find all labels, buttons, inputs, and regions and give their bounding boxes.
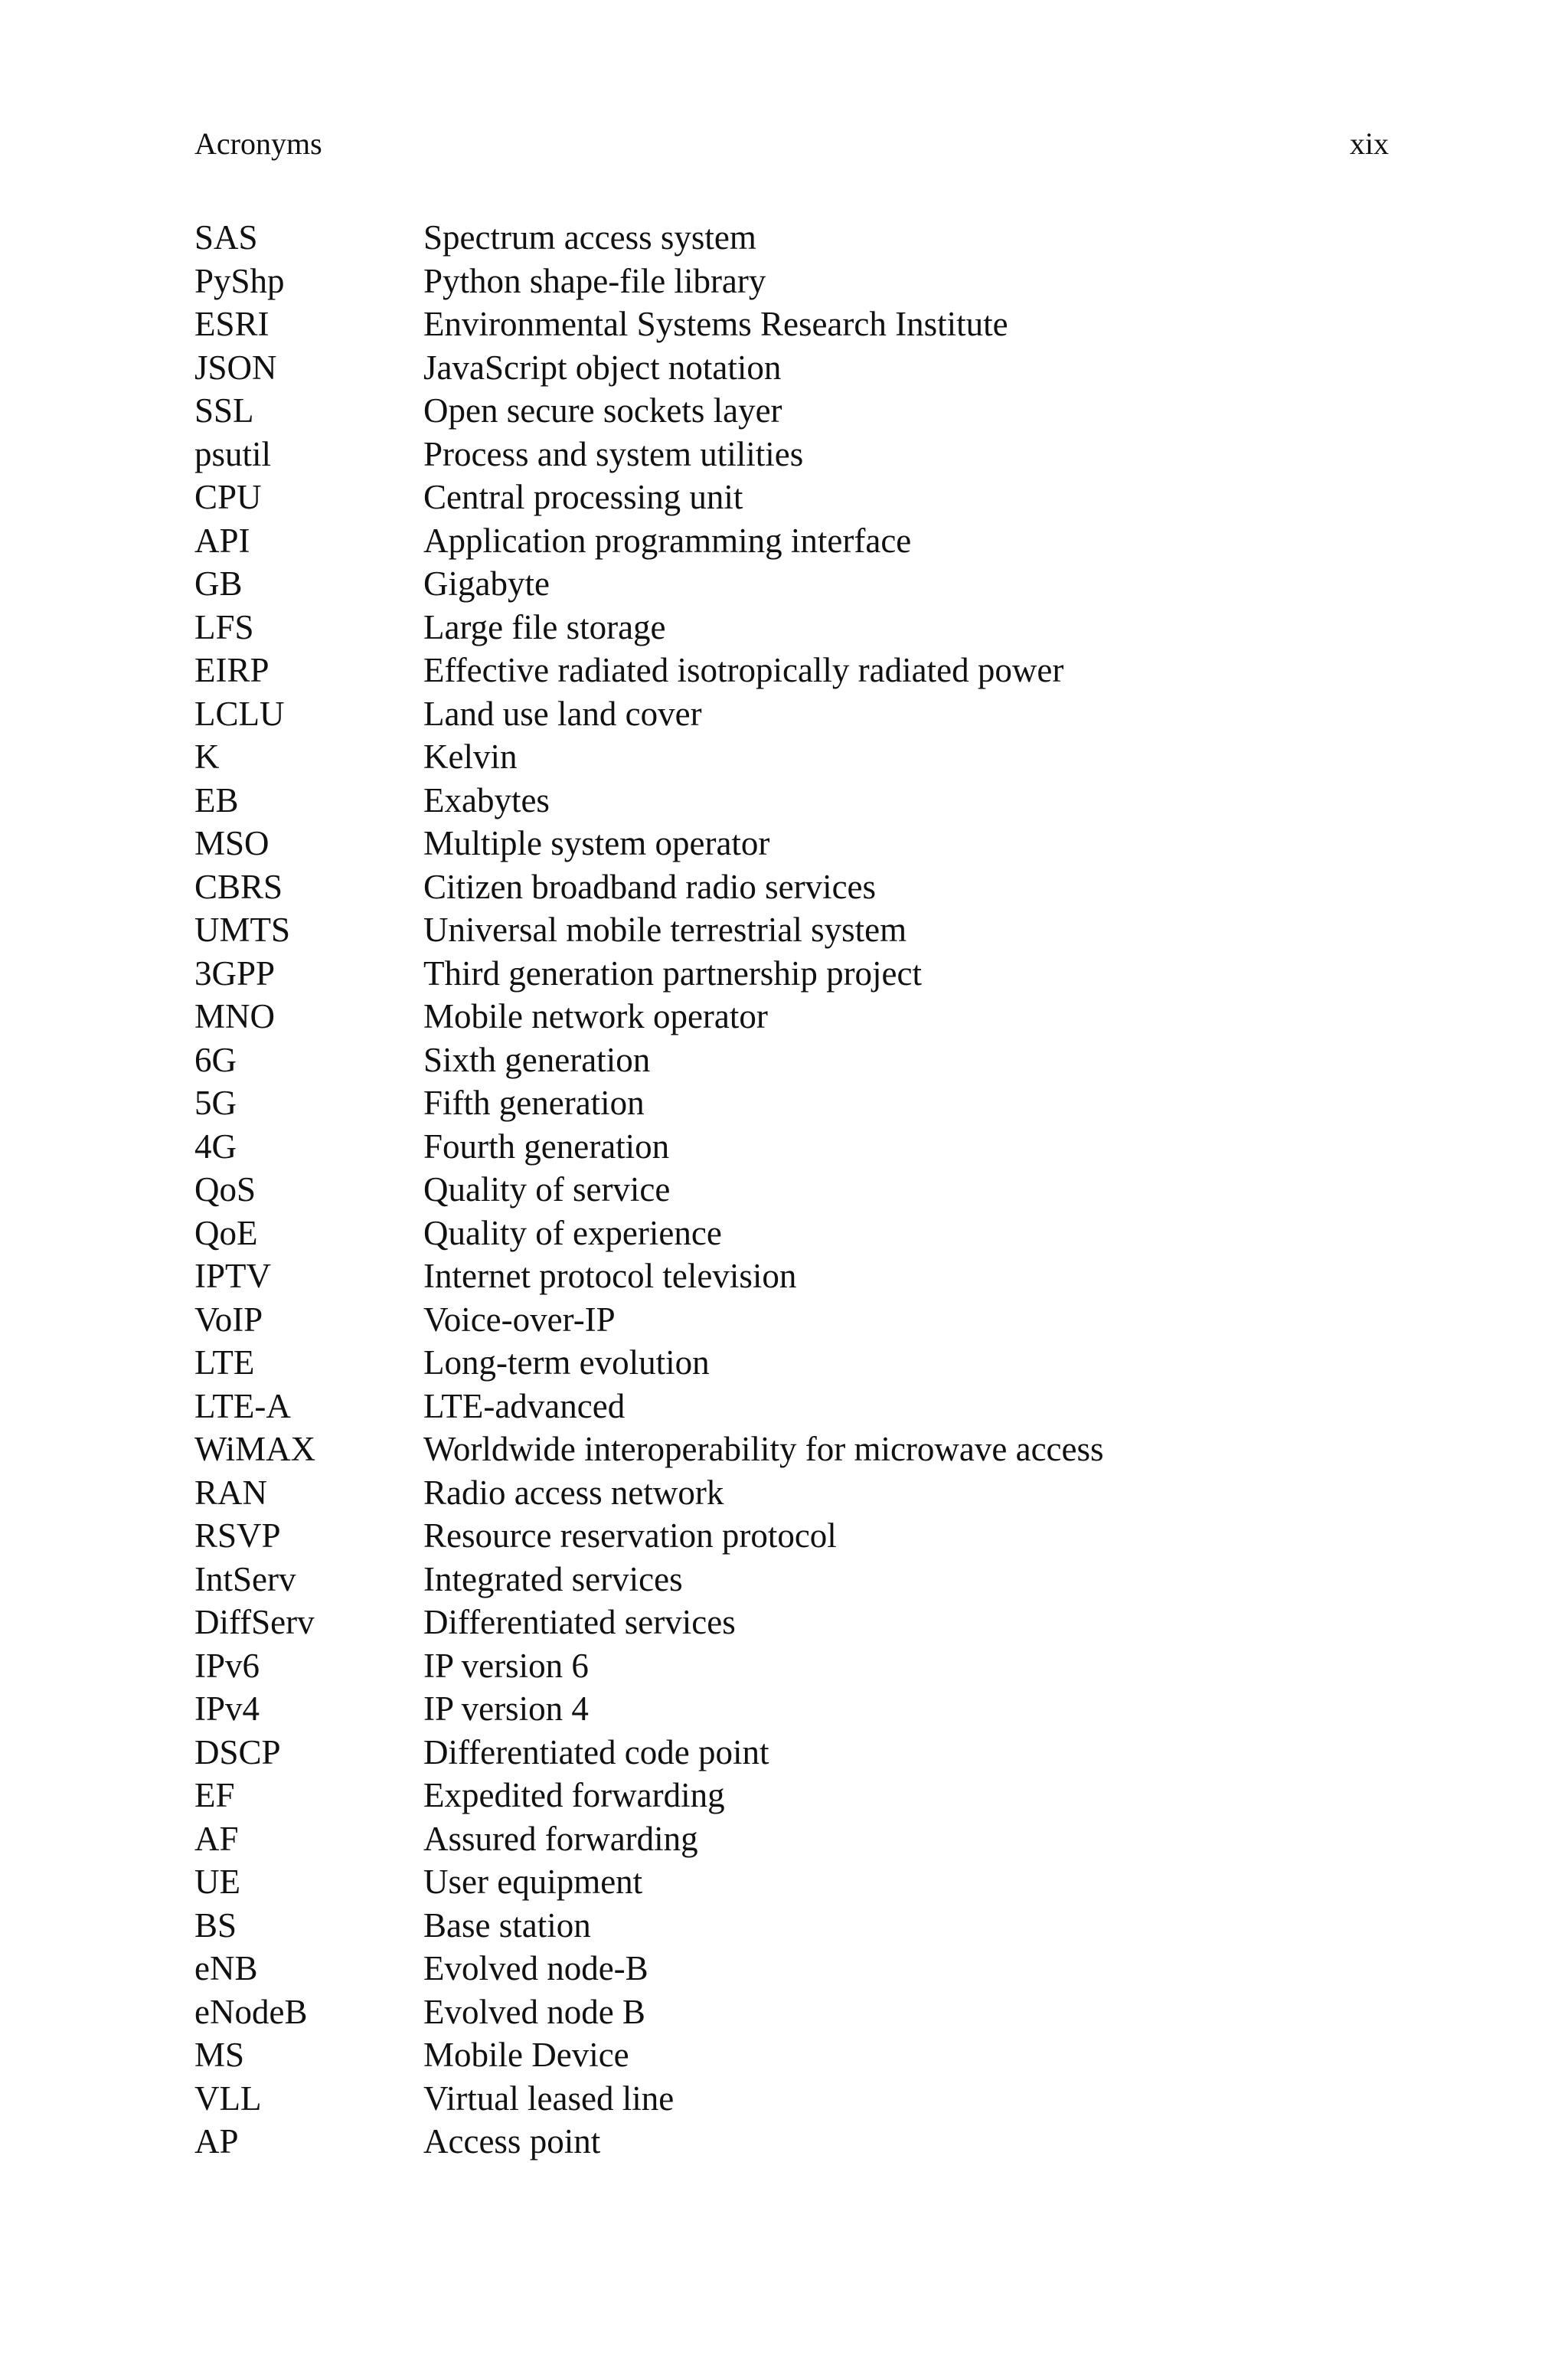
acronym-definition: Mobile Device	[423, 2036, 629, 2074]
acronym-row	[194, 649, 1389, 692]
acronym-row	[194, 433, 1389, 476]
acronym-definition: Effective radiated isotropically radiated power	[423, 651, 1064, 689]
acronym-abbreviation: AF	[194, 1819, 239, 1858]
acronym-abbreviation: RAN	[194, 1473, 268, 1512]
acronym-definition: Quality of service	[423, 1170, 671, 1209]
running-head	[194, 123, 1389, 165]
acronym-definition: Process and system utilities	[423, 434, 804, 473]
acronym-row	[194, 2077, 1389, 2121]
acronym-row	[194, 822, 1389, 865]
acronym-definition: Resource reservation protocol	[423, 1516, 837, 1555]
acronym-definition: Quality of experience	[423, 1213, 722, 1252]
acronym-definition: Evolved node B	[423, 1992, 645, 2031]
acronym-abbreviation: UE	[194, 1863, 240, 1901]
acronym-definition: Fifth generation	[423, 1084, 645, 1122]
acronym-definition: Third generation partnership project	[423, 953, 923, 993]
acronym-abbreviation: WiMAX	[194, 1430, 316, 1468]
acronym-abbreviation: eNB	[194, 1949, 258, 1987]
acronym-row	[194, 1298, 1389, 1342]
acronym-row	[194, 1817, 1389, 1861]
acronym-abbreviation: LFS	[194, 607, 254, 646]
acronym-definition: IP version 6	[423, 1646, 589, 1685]
acronym-abbreviation: CBRS	[194, 867, 283, 906]
acronym-definition: Evolved node-B	[423, 1949, 648, 1987]
acronym-abbreviation: IPTV	[194, 1257, 271, 1295]
acronym-abbreviation: LTE	[194, 1343, 255, 1382]
acronym-row	[194, 1947, 1389, 1990]
acronym-row	[194, 389, 1389, 433]
acronym-row	[194, 1039, 1389, 1082]
acronym-row	[194, 995, 1389, 1039]
acronym-row	[194, 562, 1389, 606]
acronym-row	[194, 1558, 1389, 1601]
acronym-row	[194, 260, 1389, 303]
acronym-definition: Environmental Systems Research Institute	[423, 305, 1008, 343]
acronym-abbreviation: MS	[194, 2036, 245, 2074]
acronym-definition: Integrated services	[423, 1559, 683, 1598]
acronym-row	[194, 346, 1389, 390]
acronym-definition: Base station	[423, 1905, 591, 1945]
acronym-row	[194, 519, 1389, 563]
acronym-abbreviation: 3GPP	[194, 953, 276, 993]
acronym-row	[194, 908, 1389, 952]
acronym-row	[194, 1860, 1389, 1904]
acronym-row	[194, 1471, 1389, 1515]
acronym-row	[194, 2120, 1389, 2164]
acronym-definition: Long-term evolution	[423, 1343, 710, 1382]
acronym-row	[194, 1385, 1389, 1428]
acronym-row	[194, 1168, 1389, 1212]
acronym-row	[194, 1254, 1389, 1298]
acronym-definition: Land use land cover	[423, 694, 702, 733]
acronym-abbreviation: UMTS	[194, 911, 291, 949]
acronym-definition: Kelvin	[423, 738, 518, 776]
acronym-definition: Internet protocol television	[423, 1257, 797, 1295]
acronym-row	[194, 1601, 1389, 1644]
acronym-abbreviation: VoIP	[194, 1300, 263, 1339]
acronym-abbreviation: QoS	[194, 1170, 256, 1209]
acronym-row	[194, 1990, 1389, 2034]
acronym-abbreviation: 6G	[194, 1040, 237, 1079]
acronym-abbreviation: EIRP	[194, 651, 270, 689]
acronym-definition: Exabytes	[423, 780, 550, 819]
acronym-definition: Central processing unit	[423, 478, 743, 516]
acronym-row	[194, 692, 1389, 736]
acronym-abbreviation: GB	[194, 564, 243, 603]
acronym-row	[194, 1081, 1389, 1125]
acronym-abbreviation: CPU	[194, 478, 262, 516]
acronym-definition: Virtual leased line	[423, 2079, 675, 2118]
acronym-abbreviation: DSCP	[194, 1732, 281, 1771]
acronym-definition: Radio access network	[423, 1473, 724, 1512]
acronym-definition: Sixth generation	[423, 1040, 651, 1079]
acronym-list	[194, 216, 1389, 2164]
acronym-abbreviation: JSON	[194, 348, 277, 387]
acronym-row	[194, 1904, 1389, 1948]
acronym-abbreviation: EF	[194, 1776, 235, 1814]
acronym-definition: Access point	[423, 2122, 601, 2160]
acronym-definition: IP version 4	[423, 1689, 589, 1728]
acronym-abbreviation: MNO	[194, 997, 276, 1035]
acronym-definition: Universal mobile terrestrial system	[423, 911, 907, 949]
acronym-abbreviation: 5G	[194, 1084, 237, 1122]
acronym-row	[194, 1341, 1389, 1385]
acronym-definition: Open secure sockets layer	[423, 391, 782, 430]
acronym-definition: Gigabyte	[423, 564, 550, 603]
acronym-abbreviation: eNodeB	[194, 1992, 308, 2031]
acronym-row	[194, 1774, 1389, 1817]
acronym-abbreviation: IntServ	[194, 1559, 296, 1598]
acronym-row	[194, 606, 1389, 649]
acronym-abbreviation: psutil	[194, 434, 272, 473]
page-number: xix	[1349, 126, 1389, 161]
acronym-row	[194, 865, 1389, 909]
acronym-abbreviation: LTE-A	[194, 1386, 291, 1425]
acronym-definition: Assured forwarding	[423, 1819, 698, 1858]
acronym-abbreviation: DiffServ	[194, 1603, 315, 1641]
acronym-abbreviation: PyShp	[194, 261, 285, 300]
acronym-row	[194, 1125, 1389, 1169]
acronym-row	[194, 2033, 1389, 2077]
acronym-definition: Fourth generation	[423, 1127, 670, 1166]
section-title: Acronyms	[194, 126, 322, 161]
acronym-abbreviation: ESRI	[194, 305, 270, 343]
acronym-abbreviation: API	[194, 521, 250, 560]
acronym-definition: Voice-over-IP	[423, 1300, 616, 1339]
acronym-abbreviation: SSL	[194, 391, 254, 430]
acronym-definition: Differentiated services	[423, 1603, 736, 1641]
acronym-abbreviation: LCLU	[194, 694, 285, 733]
acronym-row	[194, 779, 1389, 823]
acronym-abbreviation: EB	[194, 780, 239, 819]
acronym-abbreviation: MSO	[194, 824, 270, 862]
acronym-abbreviation: K	[194, 738, 220, 776]
acronym-definition: Multiple system operator	[423, 824, 770, 862]
acronym-row	[194, 1731, 1389, 1775]
acronym-row	[194, 476, 1389, 519]
acronym-abbreviation: SAS	[194, 218, 258, 257]
acronym-definition: Citizen broadband radio services	[423, 867, 877, 906]
acronym-abbreviation: 4G	[194, 1127, 237, 1166]
acronym-definition: Expedited forwarding	[423, 1776, 725, 1814]
acronym-row	[194, 303, 1389, 346]
acronym-definition: JavaScript object notation	[423, 348, 782, 387]
acronym-row	[194, 1687, 1389, 1731]
acronym-abbreviation: QoE	[194, 1213, 258, 1252]
acronym-abbreviation: RSVP	[194, 1516, 281, 1555]
acronym-definition: Worldwide interoperability for microwave access	[423, 1430, 1104, 1468]
acronym-definition: LTE-advanced	[423, 1386, 626, 1425]
acronym-definition: User equipment	[423, 1863, 643, 1901]
acronym-definition: Spectrum access system	[423, 218, 756, 257]
acronym-row	[194, 735, 1389, 779]
acronym-definition: Application programming interface	[423, 521, 912, 560]
acronym-definition: Python shape-file library	[423, 261, 766, 300]
acronym-abbreviation: VLL	[194, 2079, 262, 2118]
acronym-definition: Differentiated code point	[423, 1732, 769, 1771]
acronym-row	[194, 216, 1389, 260]
acronym-abbreviation: IPv6	[194, 1646, 260, 1685]
acronym-definition: Large file storage	[423, 607, 666, 646]
acronym-row	[194, 1212, 1389, 1255]
acronym-row	[194, 1428, 1389, 1471]
acronym-row	[194, 1644, 1389, 1688]
acronym-abbreviation: AP	[194, 2122, 239, 2160]
acronym-row	[194, 1514, 1389, 1558]
acronym-abbreviation: BS	[194, 1905, 237, 1945]
acronym-row	[194, 952, 1389, 996]
acronym-definition: Mobile network operator	[423, 997, 768, 1035]
acronym-abbreviation: IPv4	[194, 1689, 260, 1728]
